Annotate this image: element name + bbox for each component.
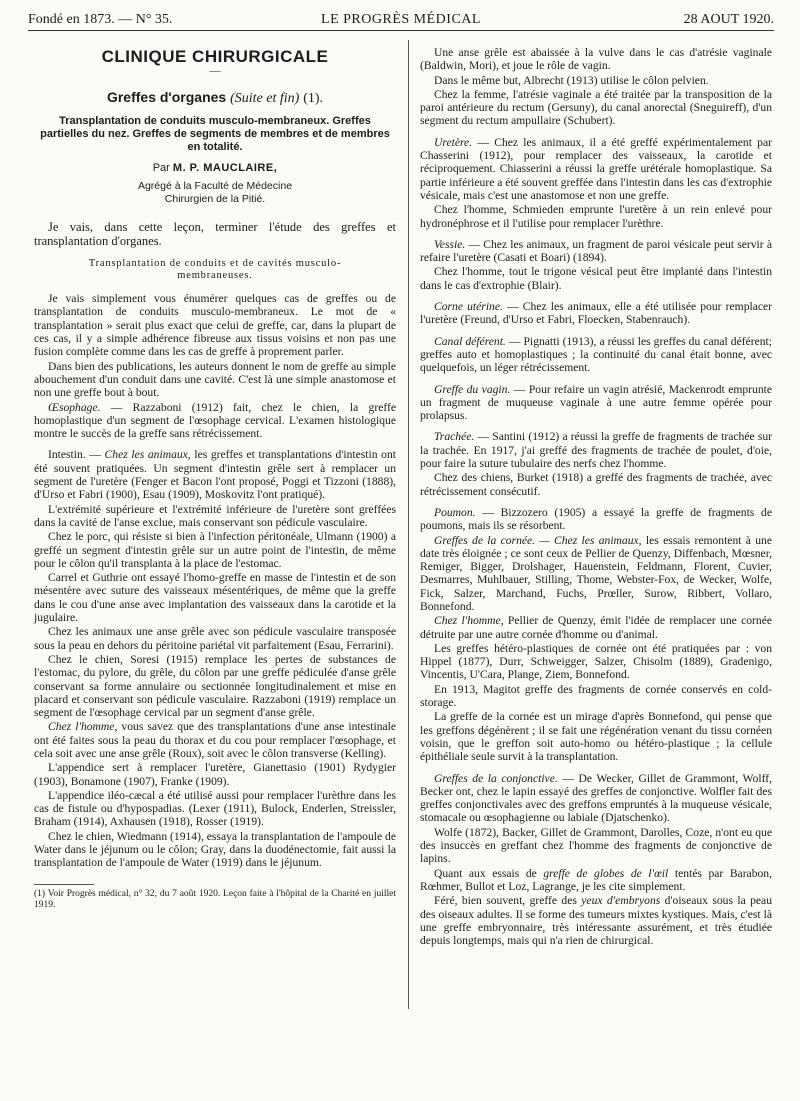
- section-heading-line-2: membraneuses.: [177, 270, 253, 282]
- paragraph-label: Canal déférent.: [434, 334, 506, 348]
- footnote: (1) Voir Progrès médical, n° 32, du 7 août 1920. Leçon faite à l'hôpital de la Charité en juillet 1919.: [34, 888, 396, 910]
- paragraph: Chez le chien, Wiedmann (1914), essaya la transplantation de l'ampoule de Water dans le jéjunum ou le côlon; Gray, dans la duodénectomie, fait aussi la transplantation de l'ampoule de Water (1919) dans le jéjunum.: [34, 829, 396, 870]
- paragraph: [420, 772, 772, 825]
- paragraph-text: — De Wecker, Gillet de Grammont, Wolff, Becker ont, chez le lapin essayé des greffes de conjonctive. Wolfler fait des greffes conjonctivales avec des greffons empruntés à la muqueuse vésicale, stomacale ou œsophagienne ou labiale (Djatschenko).: [420, 771, 772, 825]
- paragraph-emphasis: greffe de globes de l'œil: [543, 866, 669, 880]
- section-heading-line-1: Transplantation de conduits et de cavités musculo-: [88, 258, 342, 270]
- paragraph: Chez la femme, l'atrésie vaginale a été traitée par la transposition de la paroi antérieure du rectum (Gersuny), du canal anorectal (Sneguireff), d'un segment du rectum ampullaire (Schubert).: [420, 87, 772, 128]
- author-name: M. P. MAUCLAIRE,: [172, 161, 278, 174]
- paragraph-text: — Pignatti (1913), a réussi les greffes du canal déférent; greffes auto et homoplastiques ; la continuité du canal était bonne, avec quelquefois, un léger rétrécissement.: [420, 334, 772, 375]
- author-line: [34, 162, 396, 175]
- issue-date: 28 AOUT 1920.: [683, 12, 774, 27]
- paragraph-label: Greffe du vagin.: [434, 382, 511, 396]
- paragraph: [420, 867, 772, 894]
- paragraph: [420, 534, 772, 614]
- paragraph-text: — Pour refaire un vagin atrésié, Mackenrodt emprunte un fragment de muqueuse vaginale à une autre femme opérée pour prolapsus.: [420, 382, 772, 423]
- intro-paragraph: Je vais, dans cette leçon, terminer l'étude des greffes et transplantation d'organes.: [34, 220, 396, 249]
- paragraph-emphasis: Chez l'homme,: [434, 614, 504, 628]
- running-head: [28, 8, 774, 30]
- article-lead: Transplantation de conduits musculo-membraneux. Greffes partielles du nez. Greffes de segments de membres et de membres en totalité.: [40, 114, 390, 153]
- paragraph-label: Intestin. —: [48, 448, 101, 462]
- paragraph: Les greffes hétéro-plastiques de cornée ont été pratiquées par : von Hippel (1877), Durr, Schweigger, Salzer, Chisolm (1889), Gradenigo, Vincentis, U'Cara, Plange, Ziem, Bonnefond.: [420, 641, 772, 682]
- paragraph: [420, 136, 772, 202]
- paragraph: Une anse grêle est abaissée à la vulve dans le cas d'atrésie vaginale (Baldwin, Mori), et joue le rôle de vagin.: [420, 46, 772, 73]
- affiliation-line-2: Chirurgien de la Pitié.: [164, 193, 266, 206]
- paragraph: [420, 300, 772, 327]
- paragraph-text: Quant aux essais de: [434, 866, 537, 880]
- paragraph-text: tentés par Barabon, Rœhmer, Bullot et Loz, Lagrange, je les cite simplement.: [420, 866, 772, 893]
- column-divider: [408, 40, 409, 1009]
- paragraph: L'appendice sert à remplacer l'uretère, Gianettasio (1901) Rydygier (1903), Bonamone (1907), Franke (1909).: [34, 761, 396, 788]
- paragraph-text: — Bizzozero (1905) a essayé la greffe de fragments de poumons, mais ils se résorbent.: [420, 505, 772, 533]
- paragraph: [420, 430, 772, 470]
- article-title: [34, 88, 396, 106]
- paragraph: [420, 506, 772, 533]
- right-column: [420, 46, 772, 948]
- paragraph: Chez l'homme, tout le trigone vésical peut être implanté dans l'intestin dans le cas d'extrophie (Blair).: [420, 265, 772, 292]
- paragraph-text: d'oiseaux sous la peau des oiseaux adultes. Il se forme des tumeurs mixtes kystiques. Mais, c'est là une greffe embryonnaire, très intéressante assurément, et très étudiée depuis longtemps, mais qui n'a rien de chirurgical.: [420, 894, 772, 948]
- affiliation-line-1: Agrégé à la Faculté de Médecine: [137, 180, 293, 193]
- left-column: [34, 46, 396, 912]
- paragraph-emphasis: yeux d'embryons: [581, 894, 661, 908]
- header-rule: [28, 30, 774, 31]
- paragraph-label: Vessie.: [434, 237, 466, 251]
- paragraph-emphasis: Chez les animaux,: [104, 448, 191, 462]
- paragraph-text: — Razzaboni (1912) fait, chez le chien, la greffe homoplastique d'un segment de l'œsophage cervical. L'examen histologique montre le succès de la greffe sans rétrécissement.: [34, 400, 396, 441]
- paragraph: La greffe de la cornée est un mirage d'après Bonnefond, qui pense que les greffons dégénèrent ; il se fait une régénération venant du tissu cornéen voisin, que le greffon soit auto-homo ou hétéro-plastique ; la cellule épithéliale seule survit à la transplantation.: [420, 710, 772, 764]
- journal-title: LE PROGRÈS MÉDICAL: [321, 12, 481, 27]
- article-title-note: (1).: [303, 90, 324, 106]
- paragraph-emphasis: Chez l'homme,: [48, 720, 118, 734]
- paragraph: [34, 720, 396, 760]
- paragraph: Chez les animaux une anse grêle avec son pédicule vasculaire transposée sous la peau en dehors du péritoine pariétal vit parfaitement (Esau, Ferrarini).: [34, 625, 396, 652]
- article-title-suffix: (Suite et fin): [230, 90, 300, 106]
- paragraph-text: les greffes et transplantations d'intestin ont été souvent pratiquées. Un segment d'intestin grêle sert à remplacer un segment de l'uretère (Fenger et Bacon l'ont proposé, Poggi et Tizzoni (1888), d'Urso et Fabri (1900), Esau (1909), Moskovitz l'ont pratiqué).: [34, 448, 396, 502]
- paragraph: En 1913, Magitot greffe des fragments de cornée conservés en cold-storage.: [420, 682, 772, 710]
- paragraph-label: Œsophage.: [48, 400, 101, 414]
- paragraph: L'appendice iléo-cæcal a été utilisé aussi pour remplacer l'urèthre dans les cas de fistule ou d'hypospadias. (Lexer (1911), Bulock, Enderlen, Streissler, Braham (1914), Axhausen (1918), Rosser (1919).: [34, 788, 396, 829]
- paragraph-text: vous savez que des transplantations d'une anse intestinale ont été faites sous la peau du thorax et du cou pour remplacer l'œsophage, et cela soit avec une anse grêle (Roux), soit avec le côlon transverse (Kelling).: [34, 720, 397, 760]
- paragraph: [420, 335, 772, 375]
- running-head-left: Fondé en 1873. — N° 35.: [28, 12, 173, 27]
- paragraph-text: Féré, bien souvent, greffe des: [434, 894, 577, 908]
- paragraph: Chez l'homme, Schmieden emprunte l'uretère à un rein enlevé pour hydronéphrose et il l'utilise pour remplacer l'urèthre.: [420, 203, 772, 230]
- article-title-text: Greffes d'organes: [106, 88, 227, 105]
- paragraph: [420, 383, 772, 423]
- paragraph: Chez le porc, qui résiste si bien à l'infection péritonéale, Ulmann (1900) a greffé un segment d'intestin grêle sur un autre point de l'intestin, de même pour le côlon qu'il transplanta à la place de l'estomac.: [34, 530, 396, 570]
- paragraph: [34, 401, 396, 441]
- section-heading: [34, 258, 396, 282]
- paragraph-label: Uretère.: [434, 135, 473, 149]
- paragraph: Dans bien des publications, les auteurs donnent le nom de greffe au simple abouchement d'un conduit dans une cavité. C'est là une simple anastomose et non une greffe bout à bout.: [34, 359, 396, 400]
- paragraph: Chez le chien, Soresi (1915) remplace les pertes de substances de l'estomac, du pylore, du grêle, du côlon par une greffe pédiculée d'anse grêle conservant sa forme annulaire ou sectionnée longitudinalement et mise en placard et conservant son pédicule vasculaire. Razzaboni (1919) remplace un segment de l'œsophage cervical par un segment d'anse grêle.: [34, 652, 396, 720]
- paragraph: [420, 238, 772, 265]
- paragraph: Carrel et Guthrie ont essayé l'homo-greffe en masse de l'intestin et de son mésentère avec suture des vaisseaux mésentériques, de même que la greffe dans le cou d'une anse avec implantation des vaisseaux dans la carotide et la jugulaire.: [34, 571, 396, 625]
- section-title: CLINIQUE CHIRURGICALE: [101, 47, 329, 66]
- paragraph-text: — Chez les animaux, un fragment de paroi vésicale peut servir à refaire l'uretère (Casati et Boari) (1894).: [420, 237, 772, 265]
- paragraph: [420, 894, 772, 947]
- paragraph-text: — Chez les animaux, il a été greffé expérimentalement par Chasserini (1912), pour remplacer des vaisseaux, la carotide et réciproquement. Chiasserini a réussi la greffe urétérale homoplastique. Sa partie inférieure a été souvent greffée dans l'intestin dans les cas d'extrophie vésicale, mais c'est une anastomose et non une greffe.: [420, 135, 772, 202]
- paragraph: Dans le même but, Albrecht (1913) utilise le côlon pelvien.: [434, 73, 709, 87]
- paragraph-text: — Santini (1912) a réussi la greffe de fragments de trachée sur la trachée. En 1917, j'ai greffé des fragments de trachée de poulet, d'oie, pour faire la suture tubulaire des nerfs chez l'homme.: [420, 430, 772, 471]
- paragraph-label: Corne utérine.: [434, 300, 503, 314]
- author-affiliation: [34, 180, 396, 206]
- paragraph-label: Greffes de la cornée. — Chez les animaux,: [434, 533, 642, 547]
- section-dash: —: [209, 65, 221, 78]
- paragraph: Je vais simplement vous énumérer quelques cas de greffes ou de transplantation de conduits musculo-membraneux. Le mot de « transplantation » serait plus exact que celui de greffe, car, dans la plupart de ces cas, il y a simple adhérence fibreuse aux tissus voisins et non pas une fusion complète comme dans les cas de greffe à proprement parler.: [34, 292, 396, 359]
- paragraph-label: Trachée.: [434, 430, 475, 444]
- paragraph: [34, 448, 396, 501]
- paragraph-label: Poumon.: [434, 505, 476, 519]
- author-prefix: Par: [152, 161, 170, 174]
- paragraph: Chez des chiens, Burket (1918) a greffé des fragments de trachée, avec rétrécissement consécutif.: [420, 471, 772, 498]
- footnote-rule: [34, 884, 94, 885]
- paragraph: Wolfe (1872), Backer, Gillet de Grammont, Darolles, Coze, n'ont eu que des insuccès en greffant chez l'homme des fragments de conjonctive de lapins.: [420, 825, 772, 866]
- paragraph: L'extrémité supérieure et l'extrémité inférieure de l'uretère sont greffées dans la cavité de l'anse exclue, mais conservant son pédicule vasculaire.: [34, 502, 396, 529]
- paragraph-text: Pellier de Quenzy, émit l'idée de remplacer une cornée détruite par une autre cornée d'homme ou d'animal.: [420, 614, 772, 641]
- paragraph: [420, 614, 772, 641]
- paragraph-label: Greffes de la conjonctive.: [434, 771, 558, 785]
- paragraph-text: les essais remontent à une date très éloignée ; ce sont ceux de Pellier de Quenzy, Diffenbach, Mœsner, Remiger, Bigger, Drolshager, Hauenstein, Feldmann, Florent, Cuvier, Desmarres, Muhlbauer, Stilling, Thome, Webster-Fox, de Wecker, Wolfe, Fick, Salzer, Marchand, Fuchs, Prœller, Surow, Ribbert, Vollaro, Bonnefond.: [420, 533, 772, 613]
- paragraph-text: — Chez les animaux, elle a été utilisée pour remplacer l'uretère (Freund, d'Urso et Fabri, Floecken, Stabenrauch).: [420, 300, 773, 327]
